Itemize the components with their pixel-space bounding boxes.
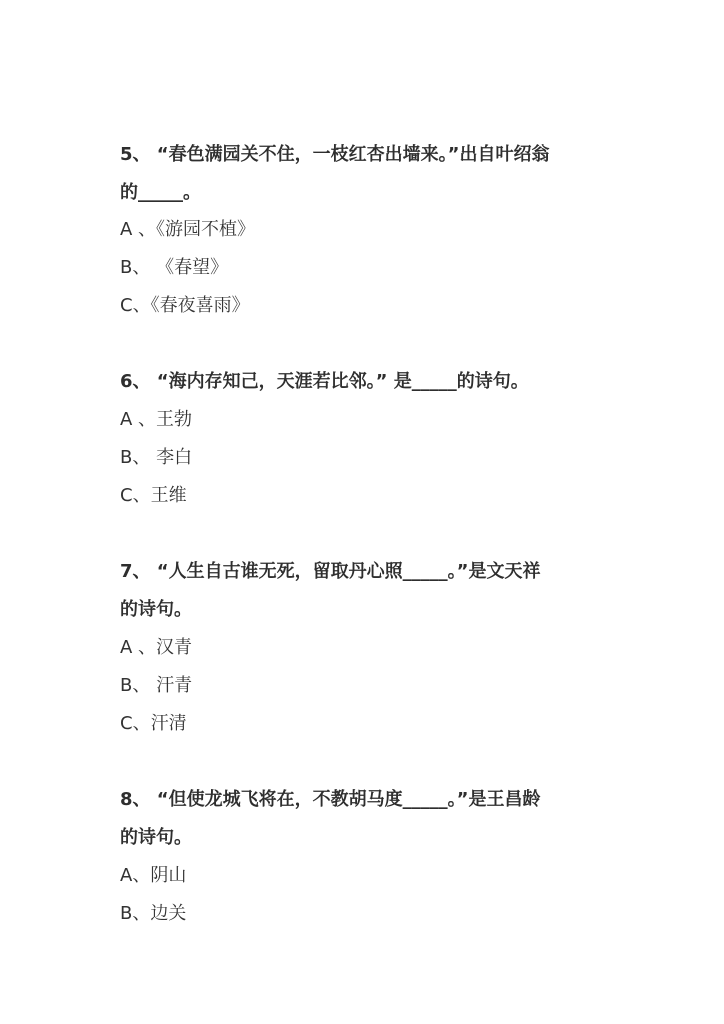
question-5-option-b: B、 《春望》 — [120, 257, 229, 278]
question-7-option-a: A 、汉青 — [120, 637, 193, 658]
question-5-text-line-2: 的_____。 — [120, 182, 201, 203]
question-7-option-c: C、汗清 — [120, 713, 187, 734]
question-6-option-b: B、 李白 — [120, 447, 193, 468]
question-6-option-a: A 、王勃 — [120, 409, 193, 430]
question-8-option-a: A、阴山 — [120, 865, 187, 886]
question-7-text-line-1: 7、 “人生自古谁无死，留取丹心照_____。”是文天祥 — [120, 561, 541, 582]
question-8-text-line-2: 的诗句。 — [120, 827, 192, 848]
question-5-option-c: C、《春夜喜雨》 — [120, 295, 250, 316]
question-6-option-c: C、王维 — [120, 485, 187, 506]
question-6-text-line-1: 6、 “海内存知己，天涯若比邻。” 是_____的诗句。 — [120, 371, 529, 392]
question-7-text-line-2: 的诗句。 — [120, 599, 192, 620]
question-5-text-line-1: 5、 “春色满园关不住，一枝红杏出墙来。”出自叶绍翁 — [120, 144, 550, 165]
question-5-option-a: A 、《游园不植》 — [120, 219, 256, 240]
question-8-option-b: B、边关 — [120, 903, 187, 924]
question-7-option-b: B、 汗青 — [120, 675, 193, 696]
question-8-text-line-1: 8、 “但使龙城飞将在，不教胡马度_____。”是王昌龄 — [120, 789, 541, 810]
